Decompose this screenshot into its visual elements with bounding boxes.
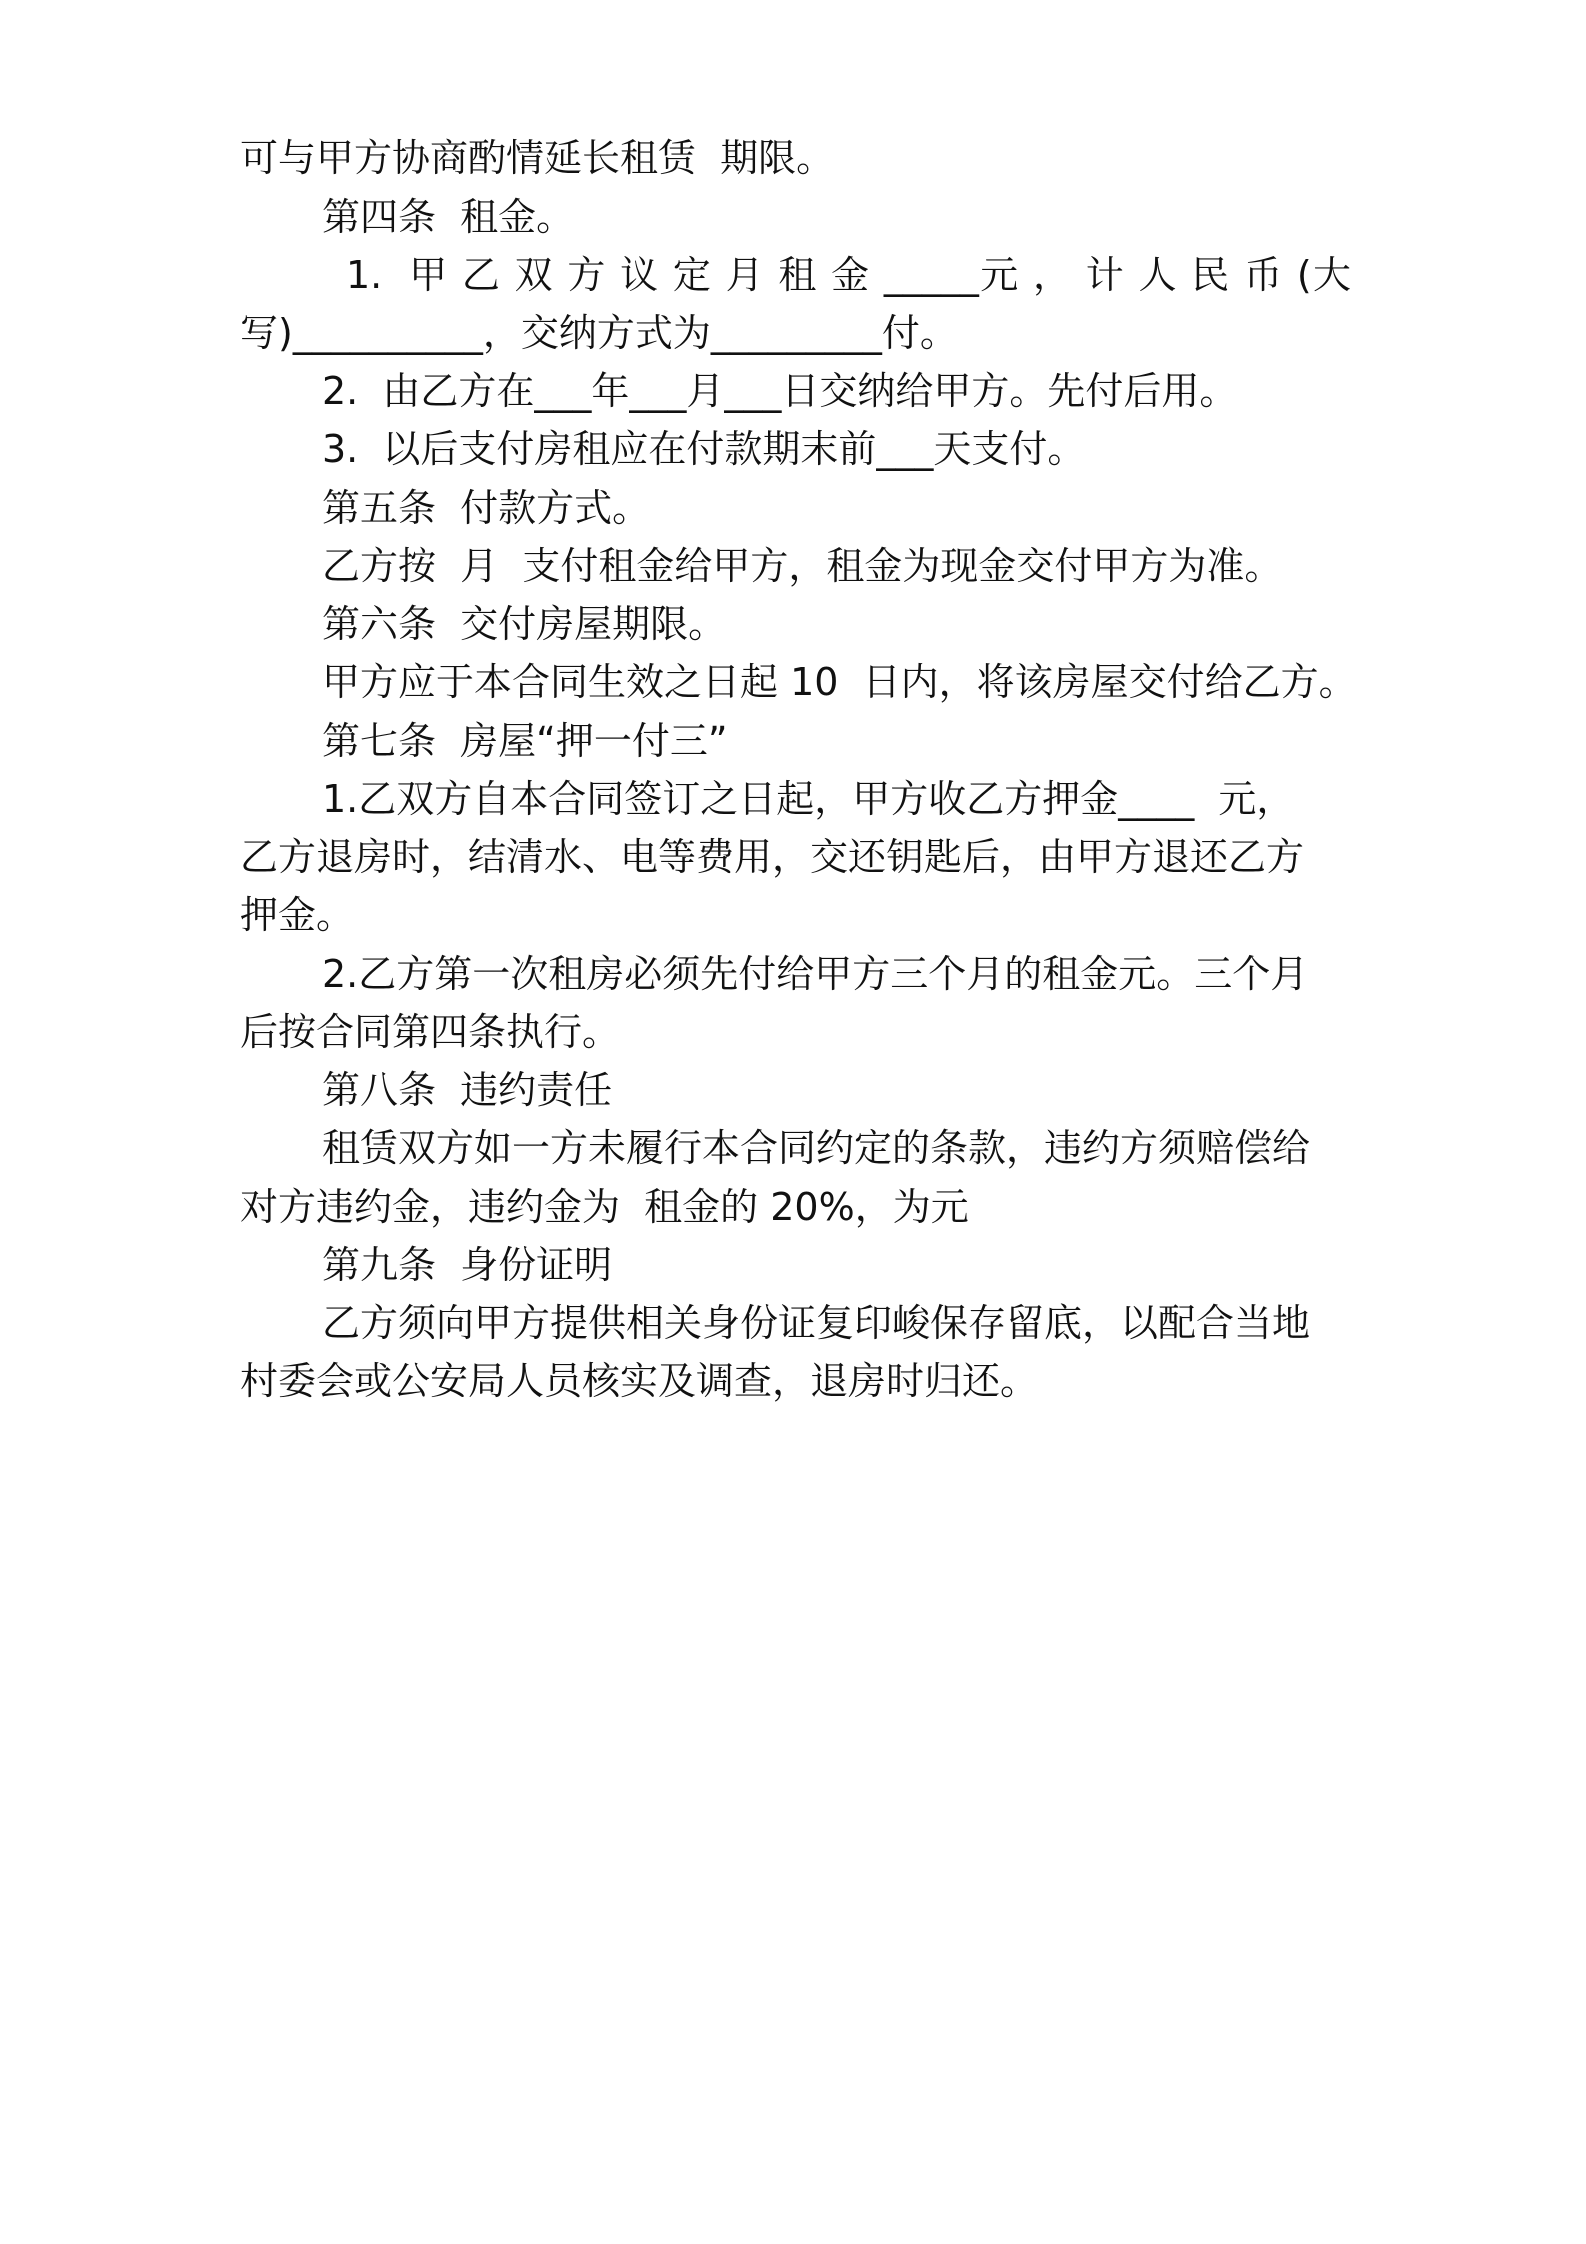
paragraph-line: 1.乙双方自本合同签订之日起，甲方收乙方押金____ 元，	[322, 777, 1295, 821]
paragraph-line: 对方违约金，违约金为 租金的 20%，为元	[240, 1185, 969, 1229]
paragraph-line: 乙方退房时，结清水、电等费用，交还钥匙后，由甲方退还乙方	[240, 835, 1305, 879]
article-heading: 第六条 交付房屋期限。	[322, 602, 727, 646]
paragraph-line: 2.乙方第一次租房必须先付给甲方三个月的租金元。三个月	[322, 952, 1309, 996]
article-heading: 第七条 房屋“押一付三”	[322, 719, 728, 763]
paragraph-line: 租赁双方如一方未履行本合同约定的条款，违约方须赔偿给	[322, 1126, 1311, 1170]
paragraph-line: 后按合同第四条执行。	[240, 1010, 621, 1054]
paragraph-line: 2. 由乙方在___年___月___日交纳给甲方。先付后用。	[322, 369, 1238, 413]
paragraph-line: 写)__________，交纳方式为_________付。	[240, 311, 958, 355]
paragraph-line: 1. 甲 乙 双 方 议 定 月 租 金 _____元 ， 计 人 民 币 (大	[346, 253, 1351, 297]
paragraph-line: 乙方按 月 支付租金给甲方，租金为现金交付甲方为准。	[322, 544, 1283, 588]
article-heading: 第九条 身份证明	[322, 1243, 613, 1287]
paragraph-line: 押金。	[240, 893, 355, 937]
article-heading: 第八条 违约责任	[322, 1068, 613, 1112]
paragraph-line: 乙方须向甲方提供相关身份证复印峻保存留底，以配合当地	[322, 1301, 1311, 1345]
paragraph-line: 可与甲方协商酌情延长租赁 期限。	[240, 136, 835, 180]
paragraph-line: 甲方应于本合同生效之日起 10 日内，将该房屋交付给乙方。	[322, 660, 1357, 704]
article-heading: 第五条 付款方式。	[322, 486, 651, 530]
paragraph-line: 村委会或公安局人员核实及调查，退房时归还。	[240, 1359, 1039, 1403]
article-heading: 第四条 租金。	[322, 195, 575, 239]
paragraph-line: 3. 以后支付房租应在付款期末前___天支付。	[322, 427, 1086, 471]
